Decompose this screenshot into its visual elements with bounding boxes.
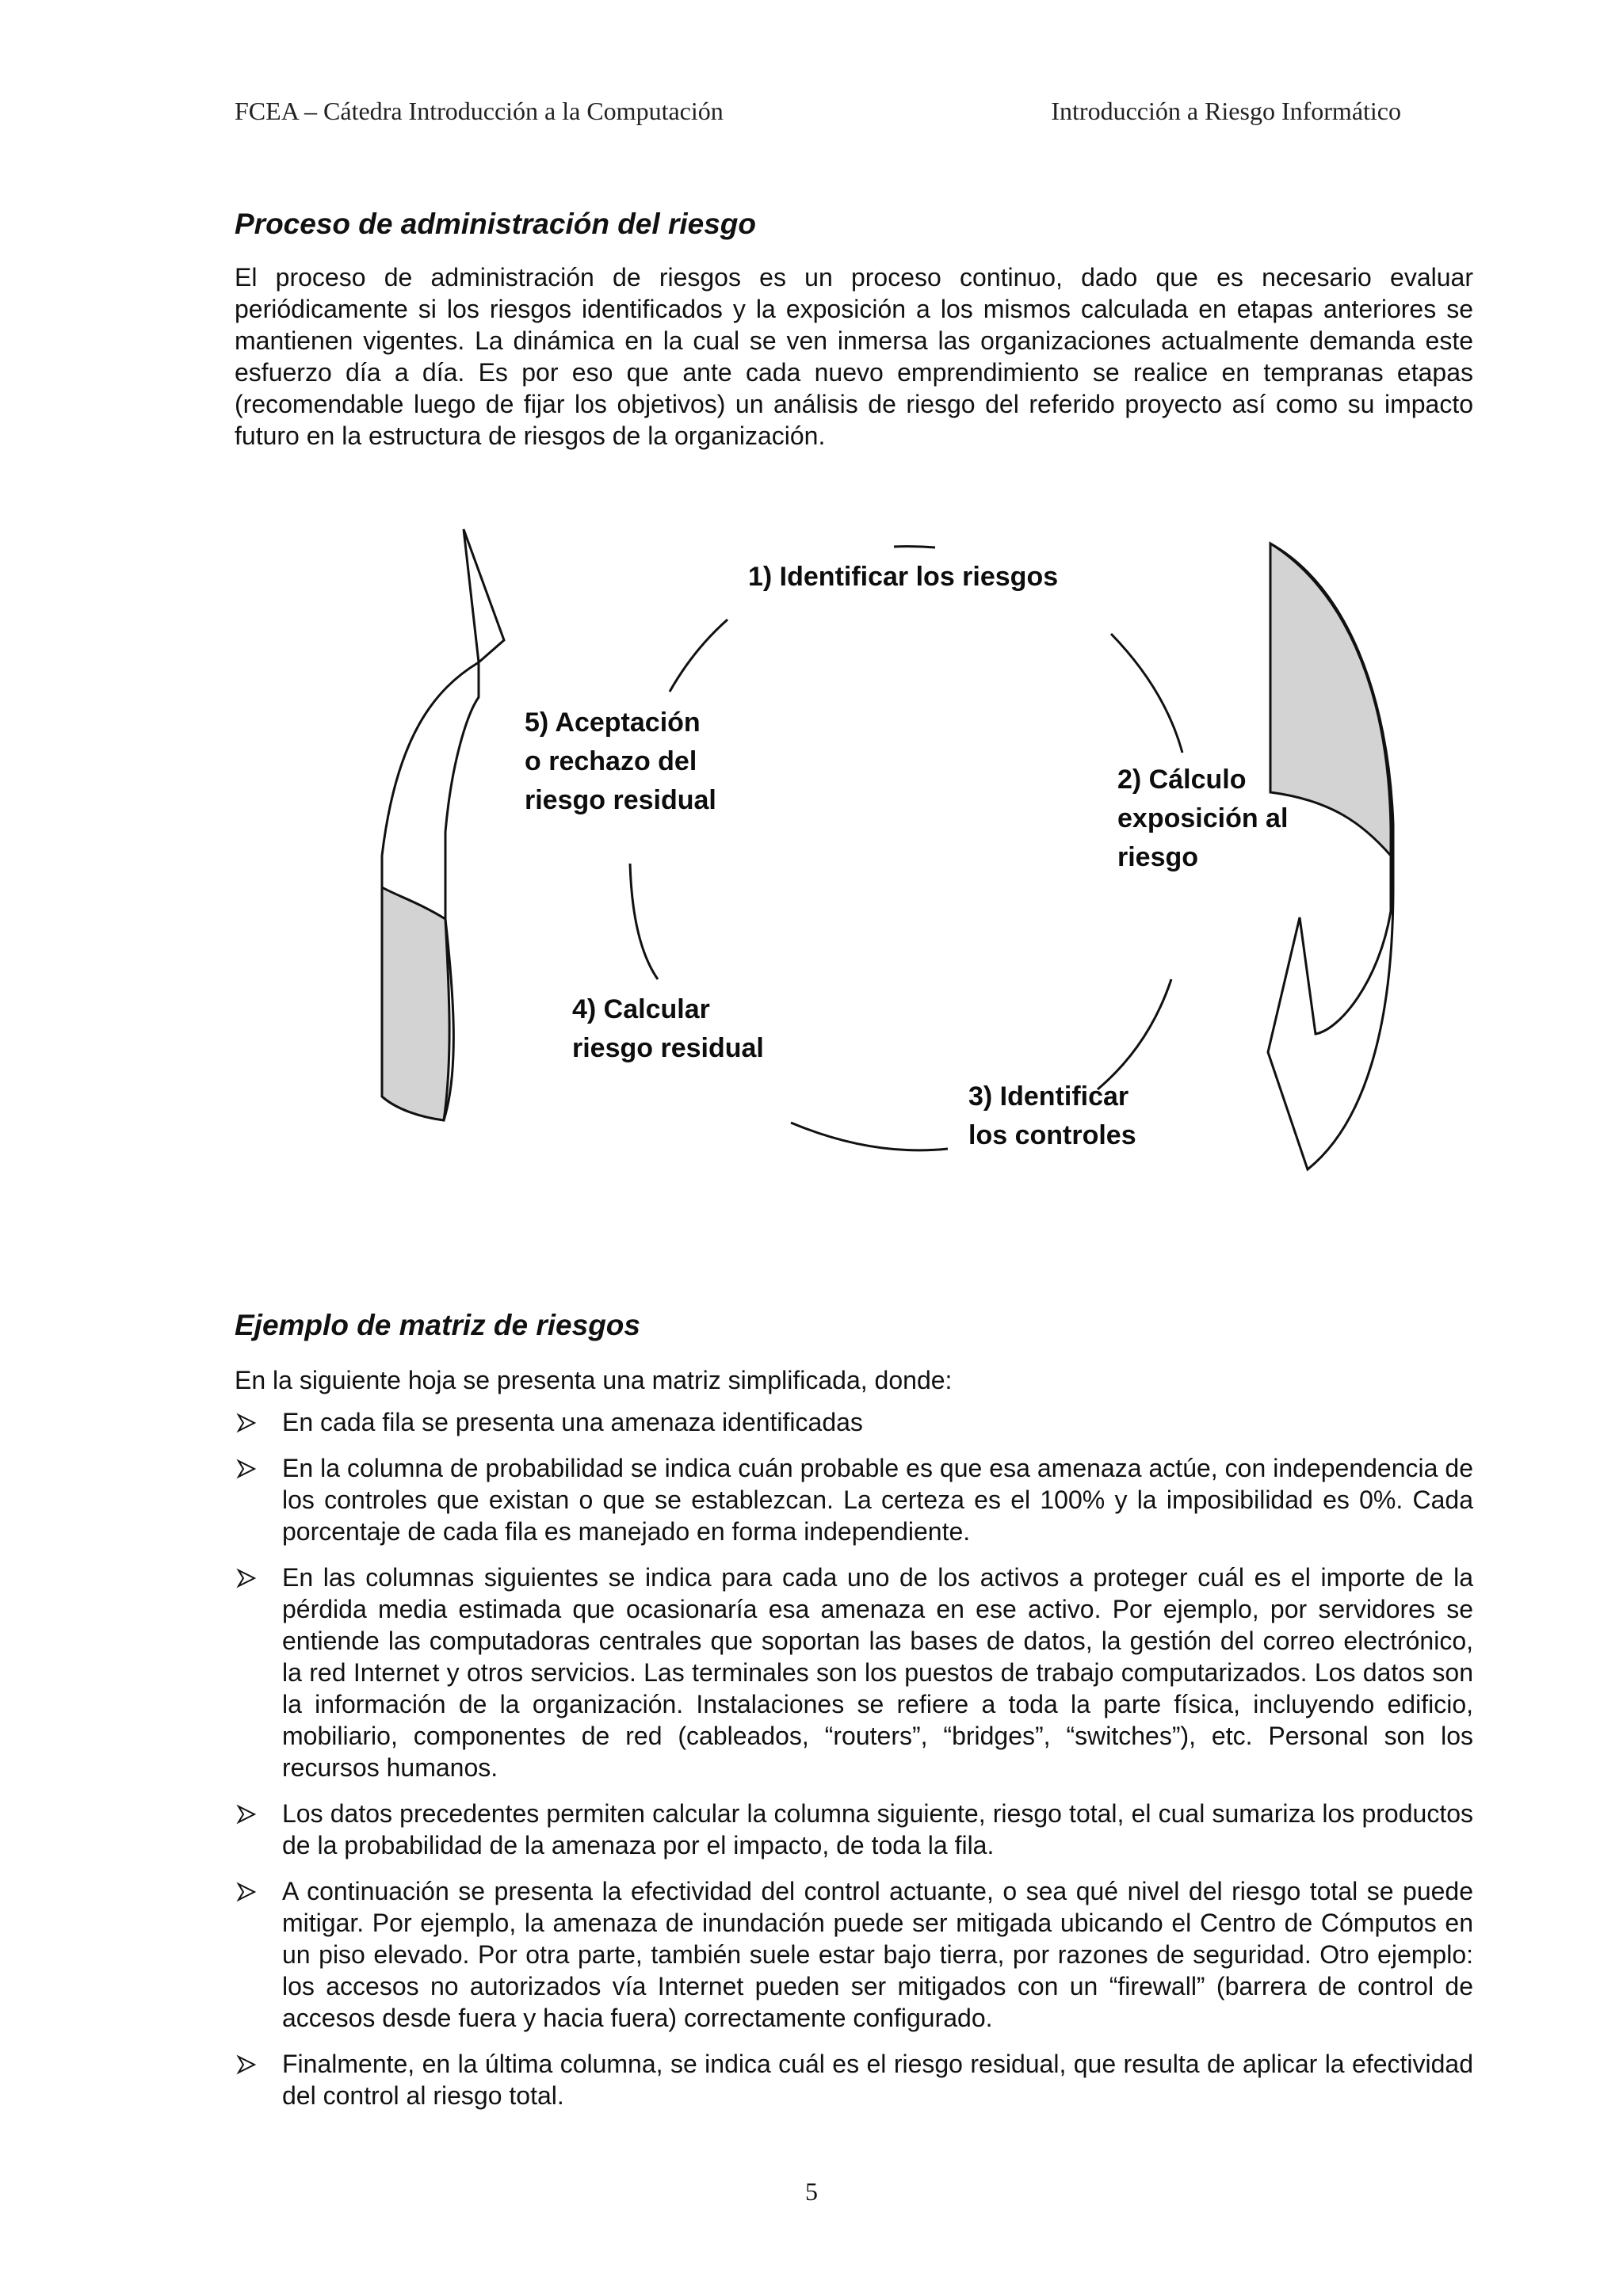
bullet-text: En las columnas siguientes se indica para cada uno de los activos a proteger cuál es el importe de la pérdida media estimada que ocasionaría esa amenaza en ese activo. Por ejemplo, por servidores se entiende las computadoras centrales que soportan las bases de datos, la gestión del correo electrónico, la red Internet y otros servicios. Las terminales son los puestos de trabajo computarizados. Los datos son la información de la organización. Instalaciones se refiere a toda la parte física, incluyendo edificio, mobiliario, componentes de red (cableados, “routers”, “bridges”, “switches”), etc. Personal son los recursos humanos.	[282, 1563, 1473, 1782]
list-item	[235, 1406, 1473, 1438]
arc-bottom	[791, 1123, 948, 1150]
list-item	[235, 1875, 1473, 2034]
arrowhead-bullet-icon	[236, 1413, 257, 1433]
step-1-identify-risks	[748, 558, 1058, 597]
list-item	[235, 1798, 1473, 1861]
step-5-line-2: o rechazo del	[525, 746, 697, 776]
right-arrow-gray-head	[1270, 543, 1391, 856]
step-2-line-3: riesgo	[1117, 842, 1199, 872]
arrowhead-bullet-icon	[236, 1882, 257, 1902]
step-3-line-2: los controles	[968, 1120, 1136, 1150]
bullet-text: En la columna de probabilidad se indica cuán probable es que esa amenaza actúe, con independencia de los controles que existan o que se establezcan. La certeza es el 100% y la imposibilidad es 0%. Cada porcentaje de cada fila es manejado en forma independiente.	[282, 1454, 1473, 1546]
matrix-bullet-list	[235, 1406, 1473, 2126]
matrix-intro: En la siguiente hoja se presenta una matriz simplificada, donde:	[235, 1366, 953, 1394]
arc-bottom-right	[1098, 979, 1171, 1089]
section-title-process: Proceso de administración del riesgo	[235, 208, 756, 240]
arrowhead-bullet-icon	[236, 1804, 257, 1825]
header-course: FCEA – Cátedra Introducción a la Computación	[235, 97, 724, 125]
step-2-exposure	[1117, 761, 1288, 877]
bullet-text: Finalmente, en la última columna, se indica cuál es el riesgo residual, que resulta de aplicar la efectividad del control al riesgo total.	[282, 2050, 1473, 2110]
process-paragraph: El proceso de administración de riesgos es un proceso continuo, dado que es necesario evaluar periódicamente si los riesgos identificados y la exposición a los mismos calculada en etapas anteriores se mantienen vigentes. La dinámica en la cual se ven inmersa las organizaciones actualmente demanda este esfuerzo día a día. Es por eso que ante cada nuevo emprendimiento se realice en tempranas etapas (recomendable luego de fijar los objetivos) un análisis de riesgo del referido proyecto así como su impacto futuro en la estructura de riesgos de la organización.	[235, 263, 1473, 450]
arc-top-right	[1111, 634, 1182, 753]
arc-top-left	[670, 620, 727, 692]
step-2-line-2: exposición al	[1117, 803, 1289, 833]
page-number: 5	[805, 2177, 818, 2206]
bullet-text: Los datos precedentes permiten calcular la columna siguiente, riesgo total, el cual sumariza los productos de la probabilidad de la amenaza por el impacto, de toda la fila.	[282, 1799, 1473, 1859]
arc-bottom-left	[630, 864, 658, 979]
list-item	[235, 2048, 1473, 2111]
list-item	[235, 1562, 1473, 1783]
bullet-text: En cada fila se presenta una amenaza identificadas	[282, 1408, 863, 1436]
arrowhead-bullet-icon	[236, 1568, 257, 1589]
arrowhead-bullet-icon	[236, 1459, 257, 1479]
bullet-text: A continuación se presenta la efectividad del control actuante, o sea qué nivel del riesgo total se puede mitigar. Por ejemplo, la amenaza de inundación puede ser mitigada ubicando el Centro de Cómputos en un piso elevado. Por otra parte, también suele estar bajo tierra, por razones de seguridad. Otro ejemplo: los accesos no autorizados vía Internet pueden ser mitigados con un “firewall” (barrera de control de accesos desde fuera y hacia fuera) correctamente configurado.	[282, 1877, 1473, 2032]
step-2-line-1: 2) Cálculo	[1117, 765, 1247, 795]
step-1-line: 1) Identificar los riesgos	[748, 562, 1059, 592]
step-3-line-1: 3) Identificar	[968, 1081, 1129, 1112]
left-arrow-gray-tail	[382, 887, 449, 1120]
step-3-identify-controls	[968, 1077, 1136, 1155]
step-5-line-1: 5) Aceptación	[525, 707, 701, 738]
step-4-line-2: riesgo residual	[572, 1033, 764, 1063]
section-title-matrix: Ejemplo de matriz de riesgos	[235, 1309, 640, 1341]
list-item	[235, 1452, 1473, 1547]
step-4-residual-risk	[572, 990, 764, 1068]
step-5-line-3: riesgo residual	[525, 785, 716, 815]
header-topic: Introducción a Riesgo Informático	[1051, 97, 1401, 125]
arrowhead-bullet-icon	[236, 2054, 257, 2075]
step-4-line-1: 4) Calcular	[572, 994, 710, 1024]
step-5-acceptance	[525, 704, 716, 820]
